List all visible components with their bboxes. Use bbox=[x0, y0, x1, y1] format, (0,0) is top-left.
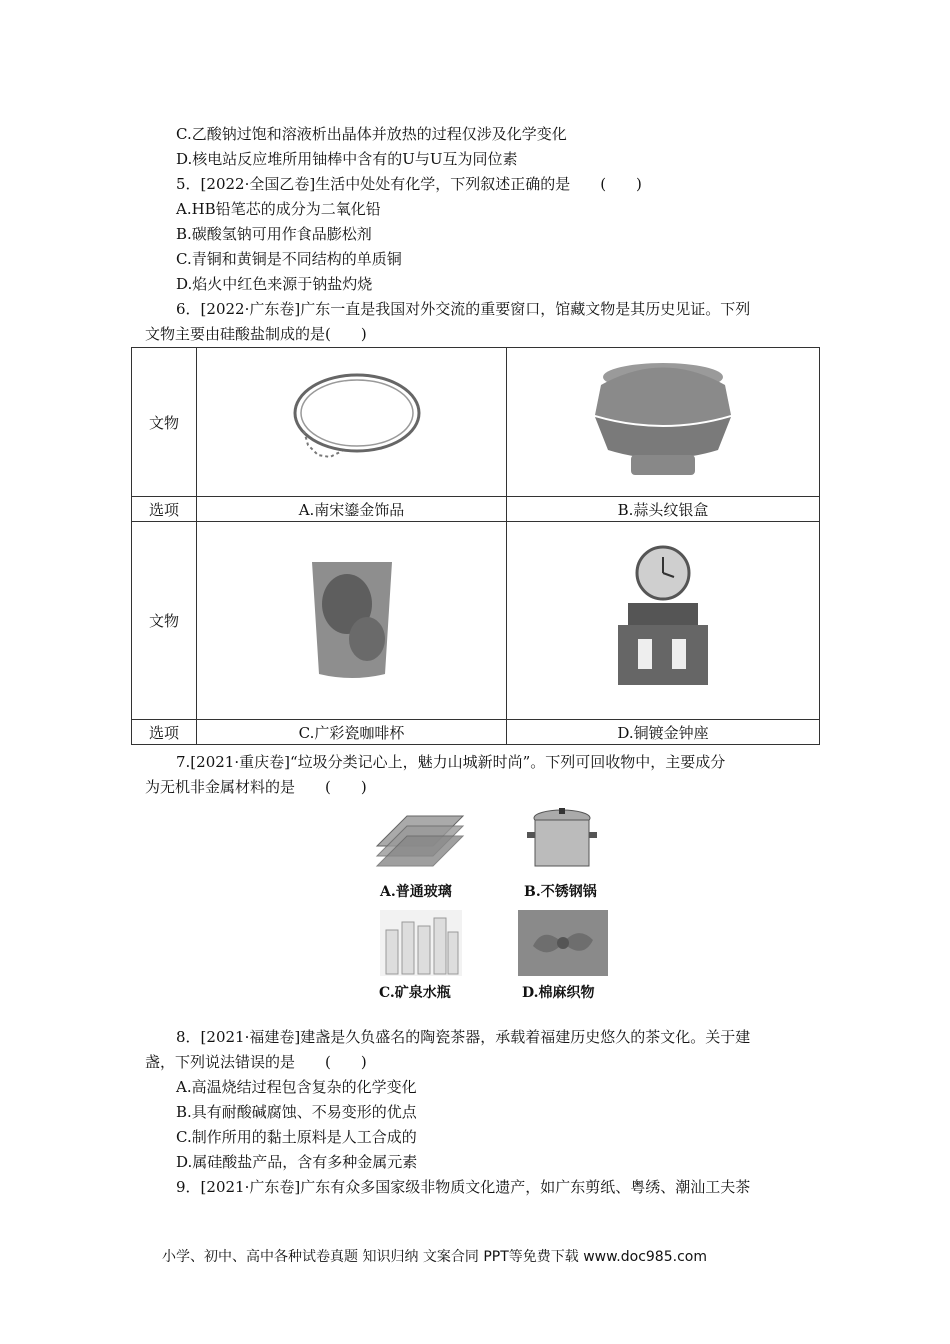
relic-image-d bbox=[507, 522, 820, 720]
row-label: 文物 bbox=[132, 522, 197, 720]
item-a-caption: A.普通玻璃 bbox=[380, 884, 452, 900]
option-text: D.焰火中红色来源于钠盐灼烧 bbox=[176, 275, 373, 293]
row-label: 选项 bbox=[132, 720, 197, 745]
option-b: B.蒜头纹银盒 bbox=[507, 497, 820, 522]
question-6: 6．[2022·广东卷]广东一直是我国对外交流的重要窗口，馆藏文物是其历史见证。下列 bbox=[176, 300, 751, 318]
item-b-caption: B.不锈钢锅 bbox=[524, 884, 597, 900]
glass-panes-icon bbox=[375, 806, 467, 876]
relics-table bbox=[131, 347, 820, 745]
option-text: C.制作所用的黏土原料是人工合成的 bbox=[176, 1128, 417, 1146]
question-8: 8．[2021·福建卷]建盏是久负盛名的陶瓷茶器，承载着福建历史悠久的茶文化。关于建 bbox=[176, 1028, 751, 1046]
question-9: 9．[2021·广东卷]广东有众多国家级非物质文化遗产，如广东剪纸、粤绣、潮汕工夫茶 bbox=[176, 1178, 751, 1196]
option-a: A.南宋鎏金饰品 bbox=[197, 497, 507, 522]
question-8-cont: 盏，下列说法错误的是 ( ) bbox=[145, 1053, 367, 1071]
option-text: B.碳酸氢钠可用作食品膨松剂 bbox=[176, 225, 372, 243]
item-c-caption: C.矿泉水瓶 bbox=[379, 985, 451, 1001]
row-label: 文物 bbox=[132, 348, 197, 497]
coffee-cup-icon bbox=[307, 554, 397, 684]
question-5: 5．[2022·全国乙卷]生活中处处有化学，下列叙述正确的是 ( ) bbox=[176, 175, 642, 193]
fabric-icon bbox=[518, 910, 608, 976]
footer-text: 小学、初中、高中各种试卷真题 知识归纳 文案合同 PPT等免费下载 www.doc985.com bbox=[162, 1249, 707, 1265]
option-text: B.具有耐酸碱腐蚀、不易变形的优点 bbox=[176, 1103, 417, 1121]
question-7: 7.[2021·重庆卷]“垃圾分类记心上，魅力山城新时尚”。下列可回收物中，主要成分 bbox=[176, 753, 726, 771]
option-text: A.高温烧结过程包含复杂的化学变化 bbox=[176, 1078, 417, 1096]
relic-image-b bbox=[507, 348, 820, 497]
option-c: C.广彩瓷咖啡杯 bbox=[197, 720, 507, 745]
relic-image-c bbox=[197, 522, 507, 720]
option-text: D.属硅酸盐产品，含有多种金属元素 bbox=[176, 1153, 418, 1171]
row-label: 选项 bbox=[132, 497, 197, 522]
silver-box-icon bbox=[583, 355, 743, 485]
option-text: A.HB铅笔芯的成分为二氧化铅 bbox=[176, 200, 381, 218]
question-7-cont: 为无机非金属材料的是 ( ) bbox=[145, 778, 367, 796]
option-d: D.铜镀金钟座 bbox=[507, 720, 820, 745]
text-line: C.乙酸钠过饱和溶液析出晶体并放热的过程仅涉及化学变化 bbox=[176, 125, 567, 143]
option-text: C.青铜和黄铜是不同结构的单质铜 bbox=[176, 250, 402, 268]
item-d-caption: D.棉麻织物 bbox=[522, 985, 595, 1001]
question-6-cont: 文物主要由硅酸盐制成的是( ) bbox=[145, 325, 367, 343]
relic-image-a bbox=[197, 348, 507, 497]
text-line: D.核电站反应堆所用铀棒中含有的U与U互为同位素 bbox=[176, 150, 518, 168]
steamer-pot-icon bbox=[525, 806, 600, 876]
water-bottles-icon bbox=[380, 910, 462, 976]
clock-base-icon bbox=[608, 539, 718, 699]
necklace-icon bbox=[282, 365, 422, 475]
